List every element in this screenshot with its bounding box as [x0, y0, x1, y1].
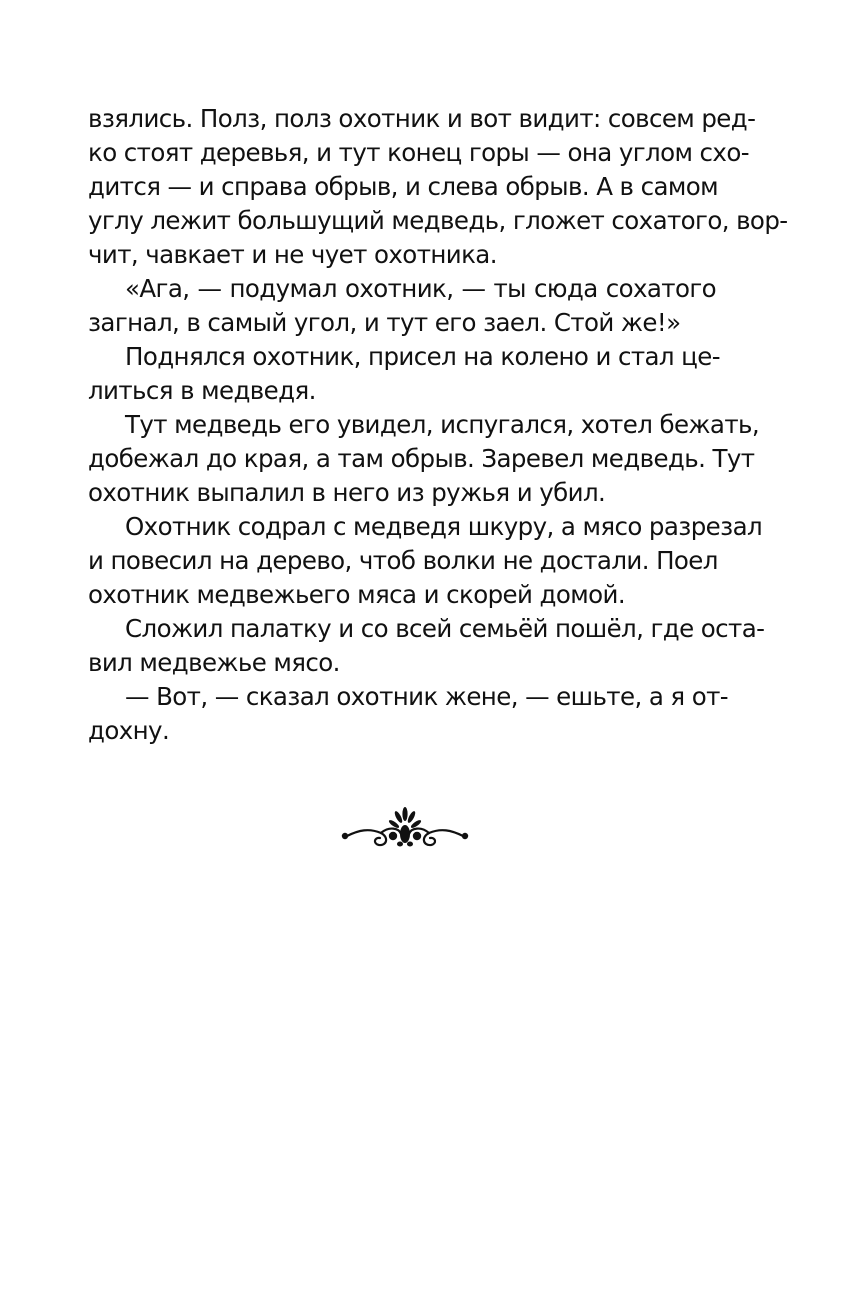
text-line: взялись. Полз, полз охотник и вот видит: совсем ред-: [88, 104, 756, 133]
decorative-flourish-icon: [339, 800, 471, 852]
text-line: вил медвежье мясо.: [88, 648, 340, 677]
text-line: дится — и справа обрыв, и слева обрыв. А в самом: [88, 172, 719, 201]
text-line: добежал до края, а там обрыв. Заревел медведь. Тут: [88, 444, 755, 473]
text-line: загнал, в самый угол, и тут его заел. Стой же!»: [88, 308, 681, 337]
text-line: ко стоят деревья, и тут конец горы — она углом схо-: [88, 138, 749, 167]
text-line: Поднялся охотник, присел на колено и стал це-: [125, 342, 720, 371]
body-text: [88, 102, 788, 748]
text-line: углу лежит большущий медведь, гложет сохатого, вор-: [88, 206, 788, 235]
text-line: дохну.: [88, 716, 170, 745]
text-line: охотник выпалил в него из ружья и убил.: [88, 478, 606, 507]
text-line: Тут медведь его увидел, испугался, хотел бежать,: [125, 410, 760, 439]
text-line: — Вот, — сказал охотник жене, — ешьте, а я от-: [125, 682, 729, 711]
text-line: и повесил на дерево, чтоб волки не достали. Поел: [88, 546, 718, 575]
text-line: чит, чавкает и не чует охотника.: [88, 240, 497, 269]
text-line: «Ага, — подумал охотник, — ты сюда сохатого: [125, 274, 716, 303]
text-line: Сложил палатку и со всей семьёй пошёл, где оста-: [125, 614, 765, 643]
text-line: литься в медведя.: [88, 376, 316, 405]
text-line: Охотник содрал с медведя шкуру, а мясо разрезал: [125, 512, 763, 541]
text-line: охотник медвежьего мяса и скорей домой.: [88, 580, 626, 609]
